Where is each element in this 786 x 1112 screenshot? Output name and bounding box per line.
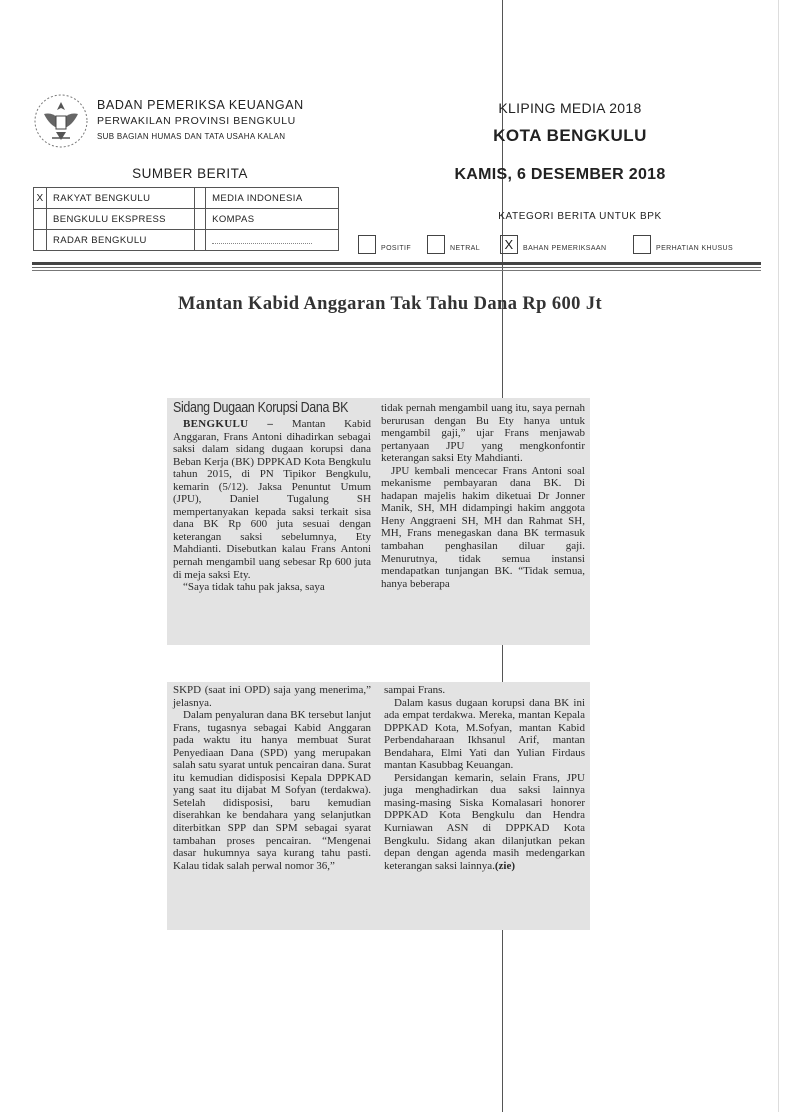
table-row (34, 230, 339, 251)
paragraph (173, 418, 371, 581)
paragraph: Dalam penyaluran dana BK tersebut lanjut Frans, tugasnya sebagai Kabid Anggaran pada waktu itu hanya membuat Surat Penyediaan Dana (SPD) yang merupakan salah satu syarat untuk pencairan dana. Surat itu kemudian didisposisi Kepala DPPKAD yang saat itu dijabat M Sofyan (terdakwa). Setelah didisposisi, baru kemudian diserahkan ke bendahara yang selanjutkan diterbitkan SPP dan SPM sebagai syarat tambahan proses pencairan. “Mengenai dasar hukumnya saya kurang tahu pasti. Kalau tidak salah perwal nomor 36,” (173, 709, 371, 872)
article-column (384, 684, 585, 872)
paragraph: tidak pernah mengambil uang itu, saya pernah berurusan dengan Bu Ety hanya untuk mengambil gaji,” ujar Frans menjawab pertanyaan JPU yang mengkonfontir keterangan saksi Ety Mahdianti. (381, 402, 585, 465)
paragraph: “Saya tidak tahu pak jaksa, saya (183, 581, 325, 594)
kategori-label: BAHAN PEMERIKSAAN (523, 245, 607, 252)
paragraph-text: Persidangan kemarin, selain Frans, JPU juga menghadirkan dua saksi lainnya masing-masing Siska Komalasari honorer DPPKAD Kota Bengkulu dan Hendra Kurniawan ASN di DPPKAD Kota Bengkulu. Sidang akan dilanjutkan pekan depan dengan agenda masih medengarkan keterangan saksi lainnya. (384, 771, 585, 872)
paragraph (384, 772, 585, 872)
scan-edge (778, 0, 779, 1112)
paragraph: Dalam kasus dugaan korupsi dana BK ini ada empat terdakwa. Mereka, mantan Kepala DPPKAD Kota, M.Sofyan, mantan Kabid Perbendaharaan Ikhsanul Arif, mantan Bendahara, Elmi Yati dan Yulian Firdaus mantan Kasubbag Keuangan. (384, 696, 585, 772)
byline: (zie) (494, 859, 516, 872)
kategori-bahan-pemeriksaan (500, 232, 606, 254)
paragraph-text: Mantan Kabid Anggaran, Frans Antoni dihadirkan sebagai saksi dalam sidang dugaan korupsi dana Beban Kerja (BK) DPPKAD Kota Bengkulu tahun 2015, di PN Tipikor Bengkulu, kemarin (5/12). Jaksa Penuntut Umum (JPU), Daniel Tugalung SH mempertanyakan kepada saksi terkait sisa dana BK Rp 600 juta sesuai dengan keterangan saksi sebelumnya, Ety Mahdianti. Disebutkan kalau Frans Antoni pernah mengambil uang sebesar Rp 600 juta di meja saksi Ety. (173, 418, 371, 581)
source-name: BENGKULU EKSPRESS (47, 209, 195, 230)
source-mark (195, 209, 206, 230)
article-column (381, 402, 585, 590)
dateline: BENGKULU – (183, 418, 274, 430)
checkbox (358, 235, 376, 254)
org-branch: PERWAKILAN PROVINSI BENGKULU (97, 115, 296, 127)
org-subdivision: SUB BAGIAN HUMAS DAN TATA USAHA KALAN (97, 132, 286, 141)
article-headline: Mantan Kabid Anggaran Tak Tahu Dana Rp 600 Jt (177, 294, 603, 314)
article-column (173, 684, 371, 872)
kategori-perhatian-khusus (633, 232, 733, 254)
table-row (34, 188, 339, 209)
kategori-title: KATEGORI BERITA UNTUK BPK (498, 211, 662, 222)
garuda-emblem-icon (32, 92, 90, 150)
checkbox (427, 235, 445, 254)
source-mark (195, 188, 206, 209)
source-mark: X (34, 188, 47, 209)
source-name-blank (206, 230, 339, 251)
article-column (173, 418, 371, 594)
table-row (34, 209, 339, 230)
sumber-berita-table (33, 187, 339, 251)
source-mark (195, 230, 206, 251)
paragraph: sampai Frans. (384, 684, 446, 696)
source-name: RADAR BENGKULU (47, 230, 195, 251)
article-subheading: Sidang Dugaan Korupsi Dana BK (173, 400, 349, 416)
sumber-berita-title: SUMBER BERITA (132, 166, 248, 181)
divider (32, 262, 761, 265)
kategori-positif (358, 232, 411, 254)
checkbox: X (500, 235, 518, 254)
kategori-label: NETRAL (450, 245, 481, 252)
divider (32, 267, 761, 268)
paragraph: SKPD (saat ini OPD) saja yang menerima,” jelasnya. (173, 684, 371, 709)
source-name: MEDIA INDONESIA (206, 188, 339, 209)
kategori-netral (427, 232, 480, 254)
divider (32, 270, 761, 271)
source-name: KOMPAS (206, 209, 339, 230)
kliping-title: KLIPING MEDIA 2018 (498, 100, 642, 116)
source-mark (34, 230, 47, 251)
source-name: RAKYAT BENGKULU (47, 188, 195, 209)
paragraph: JPU kembali mencecar Frans Antoni soal mekanisme pembayaran dana BK. Di hadapan majelis hakim diketuai Dr Jonner Manik, SH, MH didampingi hakim anggota Heny Anggraeni SH, MH dan Rahmat SH, MH, Frans menegaskan dana BK termasuk tambahan penghasilan diluar gaji. Menurutnya, tidak semua instansi mendapatkan tunjangan BK. “Tidak semua, hanya beberapa (381, 464, 585, 590)
city-title: KOTA BENGKULU (493, 126, 647, 145)
checkbox (633, 235, 651, 254)
kategori-label: POSITIF (381, 245, 412, 252)
org-name: BADAN PEMERIKSA KEUANGAN (97, 98, 304, 112)
date-title: KAMIS, 6 DESEMBER 2018 (454, 166, 666, 183)
kategori-label: PERHATIAN KHUSUS (656, 245, 734, 252)
source-mark (34, 209, 47, 230)
